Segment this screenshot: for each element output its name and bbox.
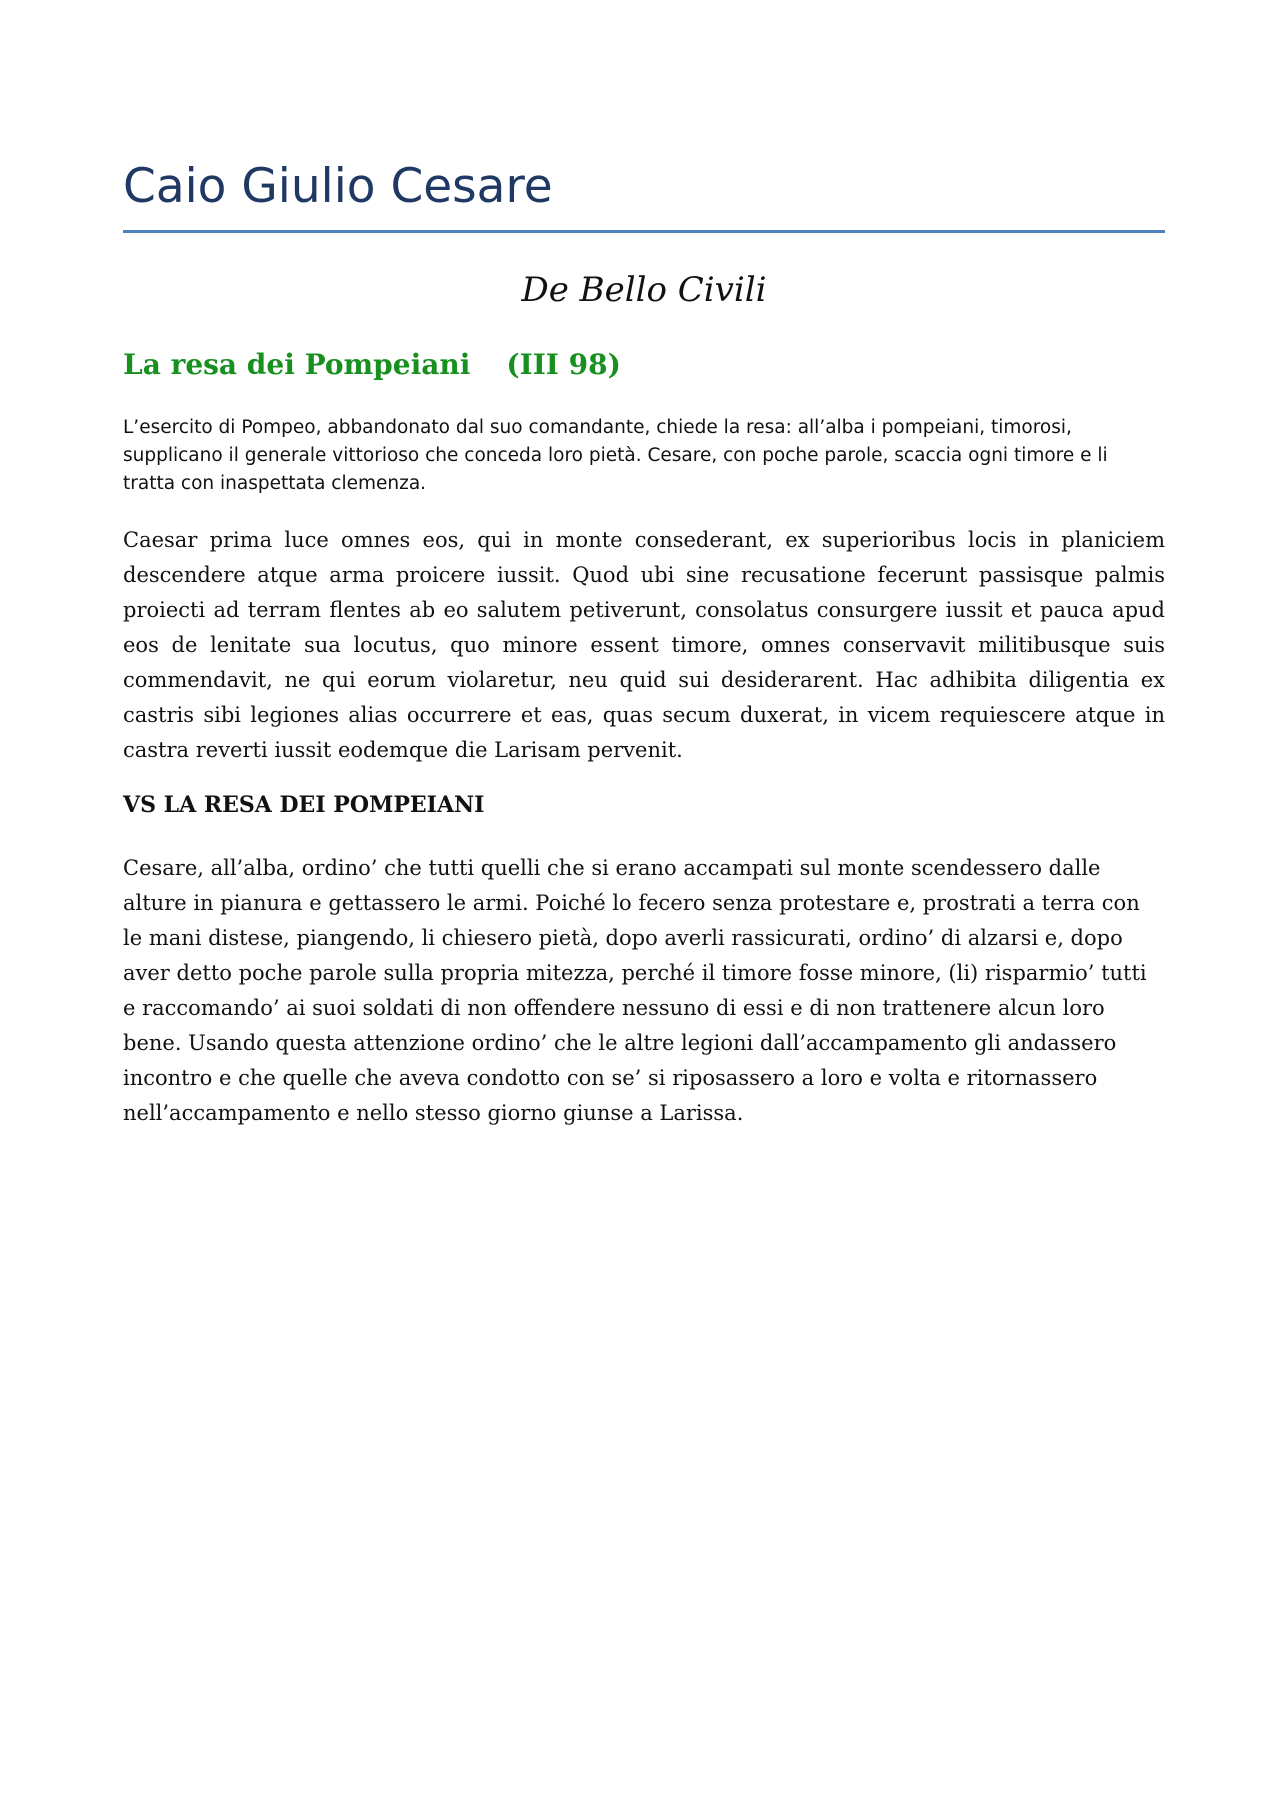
document-subtitle: De Bello Civili: [521, 270, 767, 310]
section-reference: (III 98): [506, 348, 621, 381]
section-heading-text: La resa dei Pompeiani: [123, 348, 471, 381]
section-heading: [123, 348, 621, 381]
latin-paragraph: Caesar prima luce omnes eos, qui in monte consederant, ex superioribus locis in planiciem descendere atque arma proicere iussit. Quod ubi sine recusatione fecerunt passisque palmis proiecti ad terram flentes ab eo salutem petiverunt, consolatus consurgere iussit et pauca apud eos de lenitate sua locutus, quo minore essent timore, omnes conservavit militibusque suis commendavit, ne qui eorum violaretur, neu quid sui desiderarent. Hac adhibita diligentia ex castris sibi legiones alias occurrere et eas, quas secum duxerat, in vicem requiescere atque in castra reverti iussit eodemque die Larisam pervenit.: [123, 528, 1165, 762]
intro-paragraph: L’esercito di Pompeo, abbandonato dal suo comandante, chiede la resa: all’alba i pompeiani, timorosi, supplicano il generale vittorioso che conceda loro pietà. Cesare, con poche parole, scaccia ogni timore e li tratta con inaspettata clemenza.: [123, 417, 1108, 494]
translation-paragraph: Cesare, all’alba, ordino’ che tutti quelli che si erano accampati sul monte scendessero dalle alture in pianura e gettassero le armi. Poiché lo fecero senza protestare e, prostrati a terra con le mani distese, piangendo, li chiesero pietà, dopo averli rassicurati, ordino’ di alzarsi e, dopo aver detto poche parole sulla propria mitezza, perché il timore fosse minore, (li) risparmio’ tutti e raccomando’ ai suoi soldati di non offendere nessuno di essi e di non trattenere alcun loro bene. Usando questa attenzione ordino’ che le altre legioni dall’accampamento gli andassero incontro e che quelle che aveva condotto con se’ si riposassero a loro e volta e ritornassero nell’accampamento e nello stesso giorno giunse a Larissa.: [123, 856, 1147, 1125]
title-underline: [123, 230, 1165, 233]
translation-heading: VS LA RESA DEI POMPEIANI: [123, 792, 485, 818]
document-title: Caio Giulio Cesare: [123, 159, 553, 214]
